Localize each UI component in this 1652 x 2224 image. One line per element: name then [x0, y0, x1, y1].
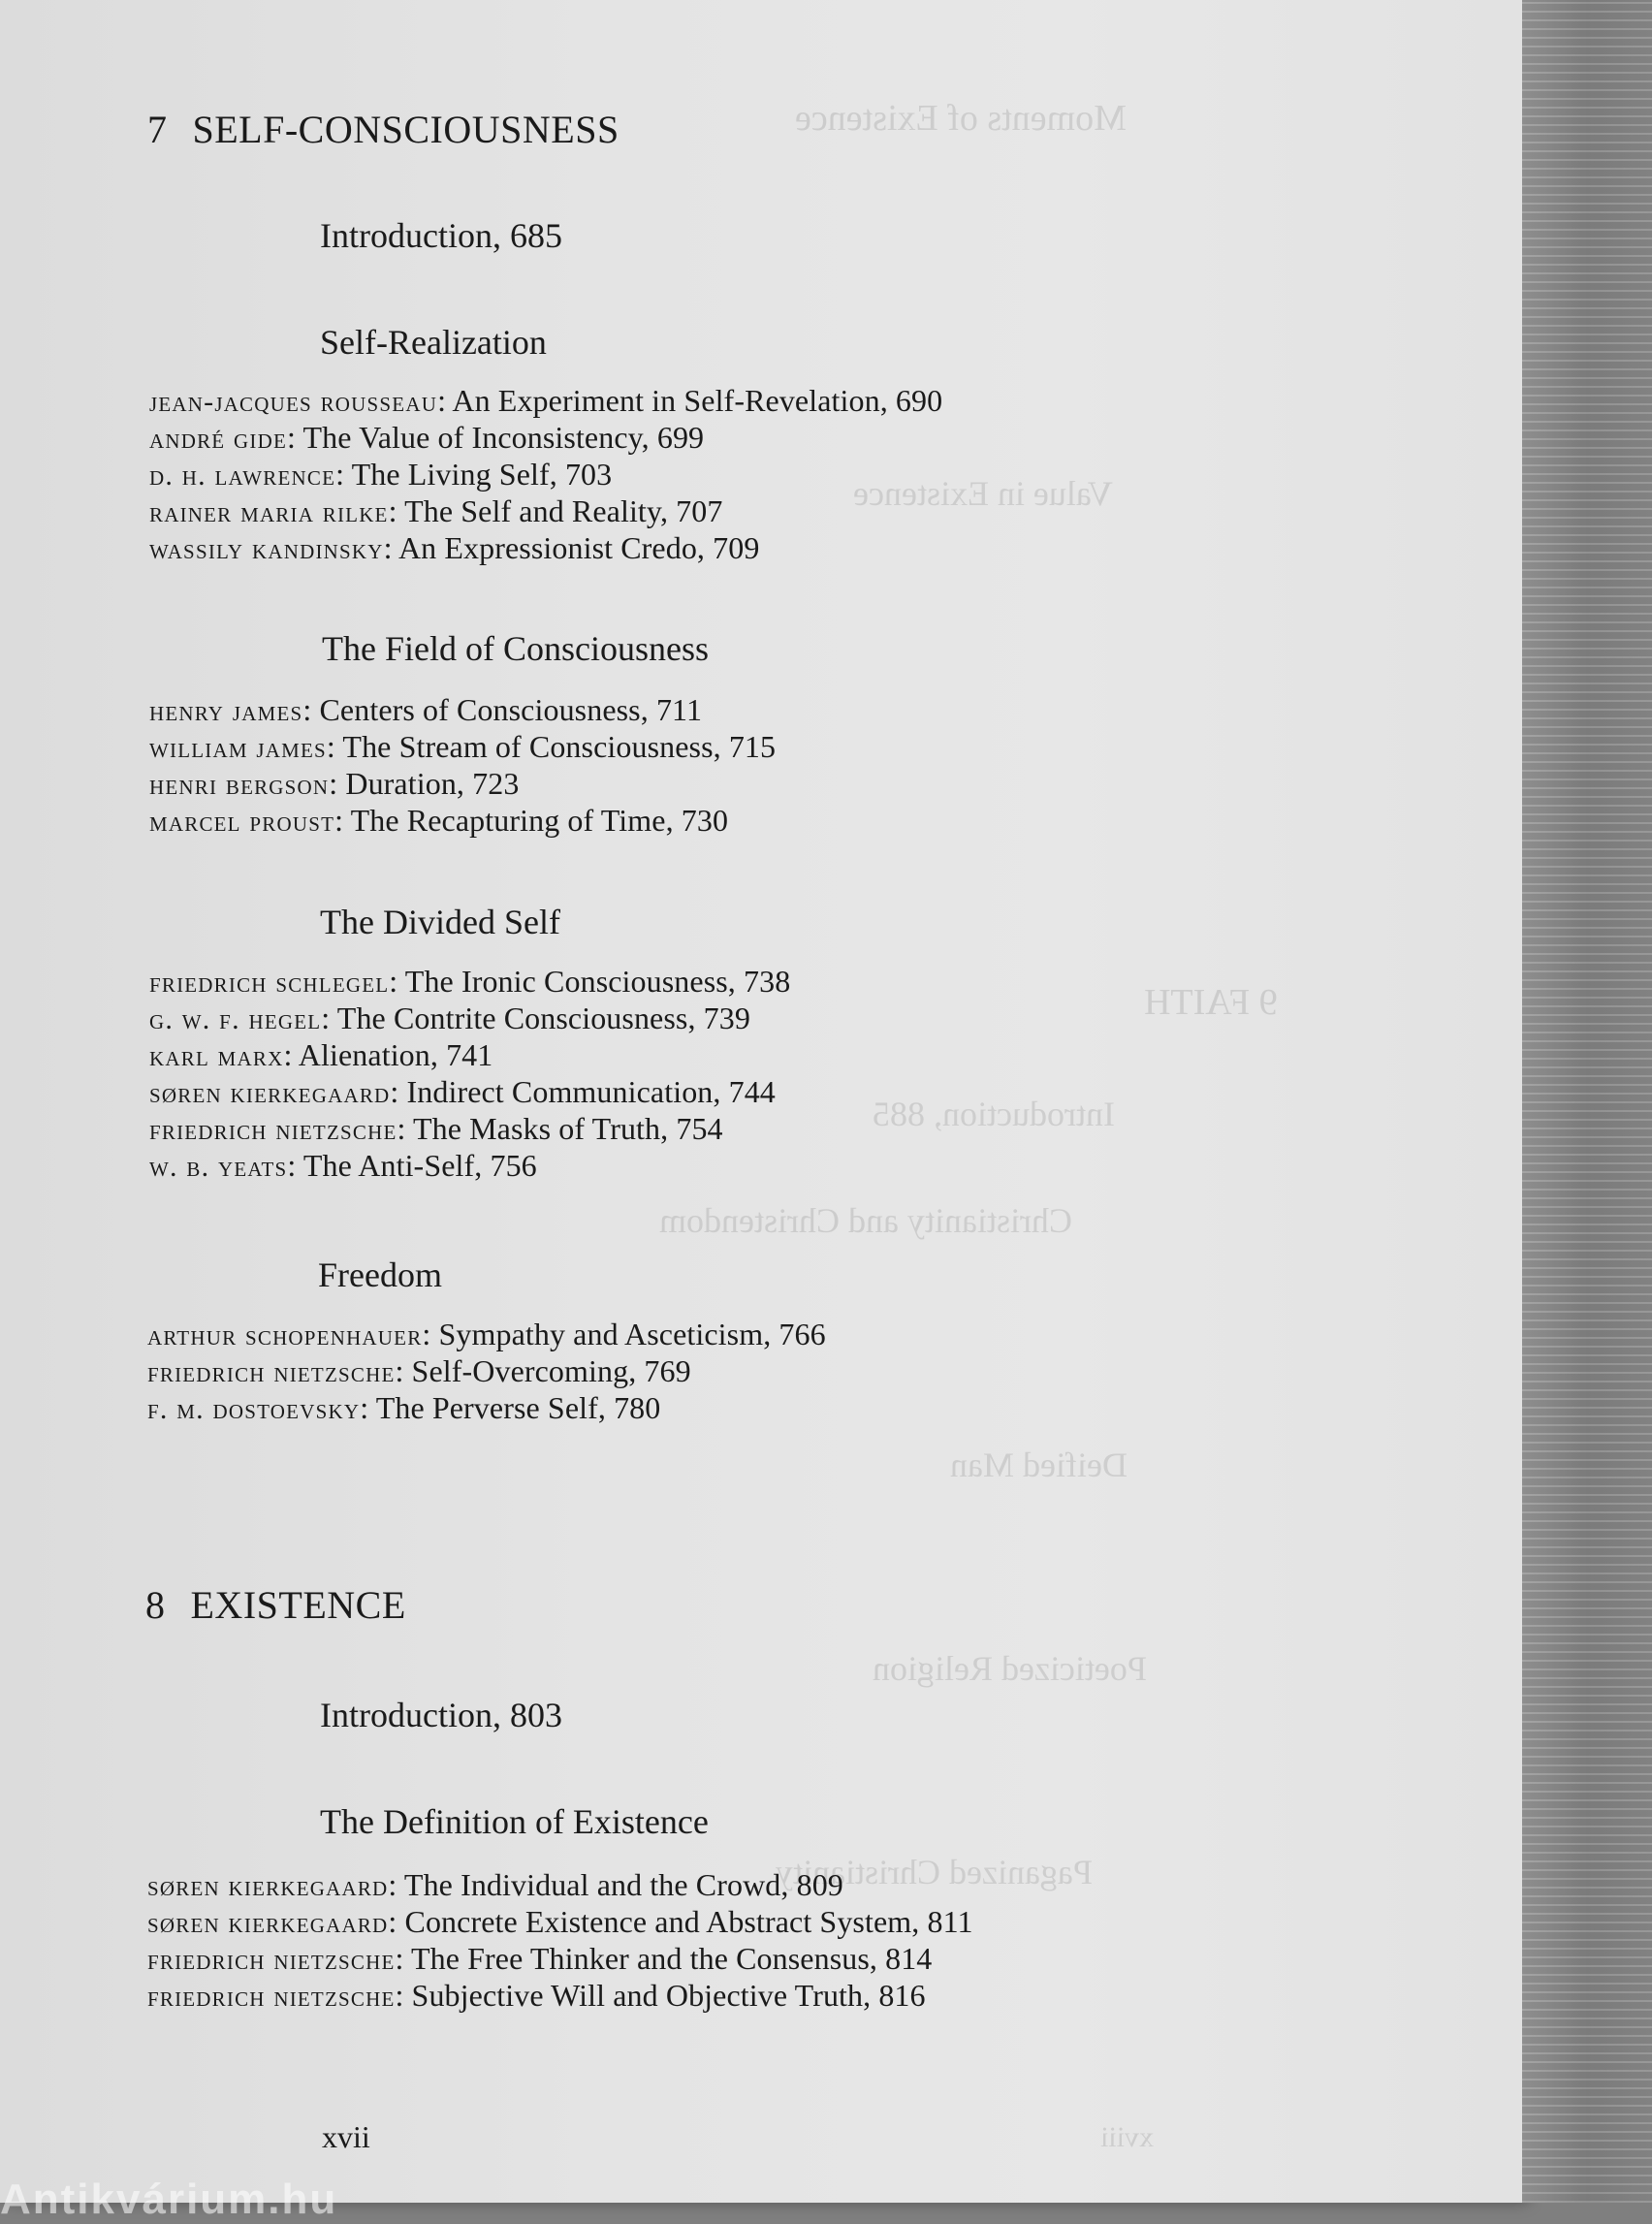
section-heading: The Definition of Existence — [320, 1802, 709, 1841]
ghost-heading: Introduction, 885 — [873, 1095, 1115, 1133]
entry-author: william james — [149, 732, 327, 764]
entry-author: henri bergson — [149, 769, 330, 801]
toc-entry — [149, 803, 776, 840]
entry-list — [149, 692, 776, 840]
entry-author: friedrich nietzsche — [147, 1944, 396, 1976]
toc-entry — [149, 1111, 790, 1148]
entry-title: : Concrete Existence and Abstract System, 811 — [388, 1904, 973, 1939]
chapter-number: 8 — [145, 1583, 166, 1627]
ghost-heading: Poeticized Religion — [873, 1649, 1147, 1688]
toc-entry — [149, 964, 790, 1001]
toc-entry — [149, 383, 942, 420]
section-heading: Self-Realization — [320, 323, 547, 362]
entry-author: jean-jacques rousseau — [149, 386, 438, 418]
entry-title: : An Experiment in Self-Revelation, 690 — [437, 383, 943, 418]
toc-entry — [147, 1317, 826, 1353]
entry-title: : The Stream of Consciousness, 715 — [326, 729, 777, 764]
entry-author: henry james — [149, 695, 303, 727]
entry-title: : Subjective Will and Objective Truth, 816 — [395, 1978, 926, 2013]
chapter-introduction: Introduction, 685 — [320, 216, 562, 255]
entry-title: : The Free Thinker and the Consensus, 814 — [395, 1941, 933, 1976]
entry-author: friedrich nietzsche — [149, 1114, 397, 1146]
entry-author: w. b. yeats — [149, 1151, 288, 1183]
ghost-heading: Value in Existence — [853, 474, 1113, 513]
entry-title: : An Expressionist Credo, 709 — [383, 530, 760, 565]
entry-author: andré gide — [149, 423, 287, 455]
entry-list — [147, 1317, 826, 1427]
entry-author: wassily kandinsky — [149, 533, 384, 565]
entry-author: arthur schopenhauer — [147, 1319, 423, 1351]
entry-author: friedrich nietzsche — [147, 1356, 396, 1388]
toc-entry — [149, 1001, 790, 1037]
entry-author: søren kierkegaard — [147, 1907, 389, 1939]
toc-entry — [149, 729, 776, 766]
page-edge-stack — [1522, 0, 1652, 2203]
toc-entry — [147, 1867, 973, 1904]
entry-author: friedrich nietzsche — [147, 1981, 396, 2013]
watermark: Antikvárium.hu — [0, 2176, 338, 2223]
entry-title: : The Masks of Truth, 754 — [397, 1111, 723, 1146]
entry-list — [149, 383, 942, 567]
entry-title: : Self-Overcoming, 769 — [395, 1353, 691, 1388]
entry-title: : The Individual and the Crowd, 809 — [388, 1867, 843, 1902]
toc-entry — [149, 493, 942, 530]
ghost-heading: 9 FAITH — [1144, 982, 1278, 1023]
entry-title: : The Self and Reality, 707 — [388, 493, 723, 528]
toc-entry — [149, 530, 942, 567]
toc-entry — [149, 1037, 790, 1074]
entry-title: : The Recapturing of Time, 730 — [334, 803, 729, 838]
entry-author: rainer maria rilke — [149, 496, 389, 528]
entry-author: friedrich schlegel — [149, 967, 390, 999]
entry-title: : The Value of Inconsistency, 699 — [286, 420, 705, 455]
ghost-folio: xviii — [1100, 2121, 1155, 2153]
chapter-number: 7 — [147, 108, 168, 151]
entry-author: søren kierkegaard — [147, 1870, 389, 1902]
entry-author: søren kierkegaard — [149, 1077, 391, 1109]
entry-author: g. w. f. hegel — [149, 1003, 322, 1035]
toc-entry — [149, 1148, 790, 1185]
toc-entry — [149, 420, 942, 457]
ghost-heading: Christianity and Christendom — [659, 1201, 1072, 1240]
chapter-title: SELF-CONSCIOUSNESS — [192, 108, 620, 151]
toc-entry — [147, 1941, 973, 1978]
section-heading: Freedom — [318, 1255, 442, 1294]
chapter-heading — [145, 1582, 406, 1628]
section-heading: The Divided Self — [320, 903, 560, 941]
toc-entry — [149, 692, 776, 729]
ghost-heading: Paganized Christianity — [776, 1853, 1093, 1891]
entry-title: : Duration, 723 — [329, 766, 520, 801]
entry-title: : The Contrite Consciousness, 739 — [321, 1001, 750, 1035]
entry-title: : The Perverse Self, 780 — [360, 1390, 661, 1425]
toc-entry — [149, 457, 942, 493]
entry-list — [147, 1867, 973, 2015]
toc-entry — [147, 1353, 826, 1390]
entry-title: : Sympathy and Asceticism, 766 — [422, 1317, 826, 1351]
toc-entry — [149, 1074, 790, 1111]
chapter-title: EXISTENCE — [190, 1583, 406, 1627]
entry-title: : The Living Self, 703 — [335, 457, 613, 492]
entry-author: karl marx — [149, 1040, 284, 1072]
entry-title: : The Ironic Consciousness, 738 — [389, 964, 791, 999]
toc-entry — [149, 766, 776, 803]
entry-title: : Centers of Consciousness, 711 — [302, 692, 703, 727]
section-heading: The Field of Consciousness — [322, 629, 709, 668]
chapter-introduction: Introduction, 803 — [320, 1696, 562, 1734]
entry-list — [149, 964, 790, 1185]
toc-entry — [147, 1904, 973, 1941]
page-number: xvii — [322, 2119, 370, 2154]
ghost-heading: Deified Man — [950, 1446, 1128, 1484]
toc-entry — [147, 1390, 826, 1427]
chapter-heading — [147, 107, 620, 152]
ghost-heading: Moments of Existence — [795, 98, 1127, 139]
entry-title: : Indirect Communication, 744 — [390, 1074, 776, 1109]
entry-author: marcel proust — [149, 806, 335, 838]
entry-title: : Alienation, 741 — [283, 1037, 493, 1072]
toc-entry — [147, 1978, 973, 2015]
entry-author: f. m. dostoevsky — [147, 1393, 361, 1425]
entry-title: : The Anti-Self, 756 — [287, 1148, 537, 1183]
entry-author: d. h. lawrence — [149, 460, 336, 492]
